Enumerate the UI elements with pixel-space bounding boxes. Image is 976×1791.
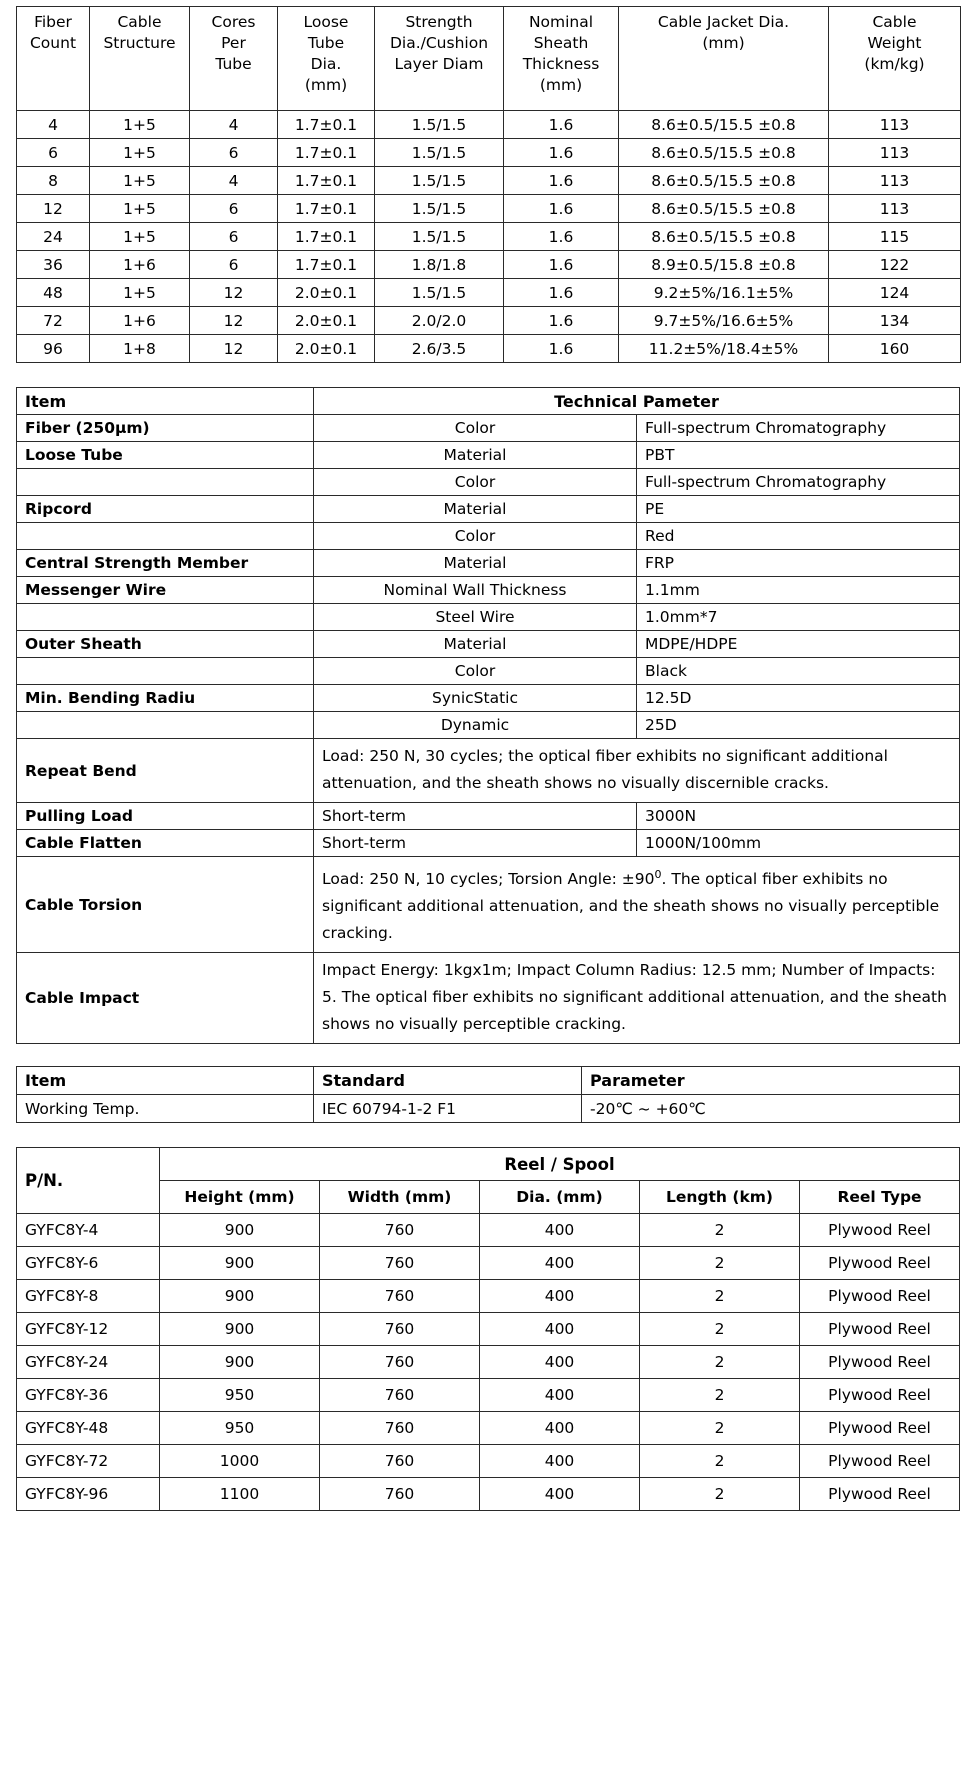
table-row-cable-flatten	[17, 830, 960, 857]
header-line: Nominal	[528, 13, 594, 31]
cell-strength-dia: 1.5/1.5	[375, 139, 504, 167]
table-row	[17, 111, 961, 139]
cell-repeat-bend-description: Load: 250 N, 30 cycles; the optical fiber exhibits no significant additional attenuation, and the sheath shows no visually discernible cracks.	[314, 739, 960, 803]
cell-property: Short-term	[314, 830, 637, 857]
cell-width: 760	[320, 1478, 480, 1511]
cell-property: Color	[314, 469, 637, 496]
col-header-item: Item	[17, 1067, 314, 1095]
cell-width: 760	[320, 1379, 480, 1412]
cell-cable-jacket-dia: 11.2±5%/18.4±5%	[619, 335, 829, 363]
cell-cable-structure: 1+6	[90, 307, 190, 335]
header-line: (mm)	[304, 76, 348, 94]
cell-pn: GYFC8Y-4	[17, 1214, 160, 1247]
cell-fiber-count: 36	[17, 251, 90, 279]
torsion-text-after: . The optical fiber exhibits no significant additional attenuation, and the sheath shows no visually perceptible cracking.	[322, 870, 940, 943]
table-header-row	[17, 7, 961, 111]
table-row	[17, 685, 960, 712]
cell-cores-per-tube: 6	[190, 251, 278, 279]
table-row	[17, 335, 961, 363]
cell-dia: 400	[480, 1214, 640, 1247]
cell-length: 2	[640, 1346, 800, 1379]
cell-length: 2	[640, 1412, 800, 1445]
cell-cores-per-tube: 6	[190, 195, 278, 223]
cell-cable-jacket-dia: 8.6±0.5/15.5 ±0.8	[619, 223, 829, 251]
header-line: Sheath	[533, 34, 589, 52]
cell-property: Color	[314, 415, 637, 442]
cell-cable-jacket-dia: 9.2±5%/16.1±5%	[619, 279, 829, 307]
table-row	[17, 1478, 960, 1511]
cell-value: 1.0mm*7	[637, 604, 960, 631]
cell-reel-type: Plywood Reel	[800, 1280, 960, 1313]
col-header-height: Height (mm)	[160, 1181, 320, 1214]
cell-dia: 400	[480, 1478, 640, 1511]
cell-property: Color	[314, 658, 637, 685]
col-header-pn: P/N.	[17, 1148, 160, 1214]
cell-item	[17, 523, 314, 550]
cell-value: 3000N	[637, 803, 960, 830]
cell-length: 2	[640, 1280, 800, 1313]
header-line: (mm)	[702, 34, 745, 52]
table-row	[17, 1313, 960, 1346]
table-row	[17, 167, 961, 195]
cell-cable-torsion-description	[314, 857, 960, 953]
table-row-cable-impact	[17, 953, 960, 1044]
cell-property: Material	[314, 496, 637, 523]
cell-nominal-sheath: 1.6	[504, 251, 619, 279]
cell-item: Outer Sheath	[17, 631, 314, 658]
cell-item: Messenger Wire	[17, 577, 314, 604]
cell-cores-per-tube: 12	[190, 307, 278, 335]
cell-cores-per-tube: 4	[190, 111, 278, 139]
header-line: Cable	[117, 13, 162, 31]
table-row-pulling-load	[17, 803, 960, 830]
cell-height: 900	[160, 1247, 320, 1280]
table-row	[17, 1214, 960, 1247]
header-line: Strength	[405, 13, 473, 31]
table-row	[17, 279, 961, 307]
cell-pn: GYFC8Y-48	[17, 1412, 160, 1445]
col-header-nominal-sheath	[504, 7, 619, 111]
cell-property: Color	[314, 523, 637, 550]
cell-fiber-count: 72	[17, 307, 90, 335]
standard-table	[16, 1066, 960, 1123]
cell-dia: 400	[480, 1313, 640, 1346]
cell-cable-weight: 122	[829, 251, 961, 279]
cell-fiber-count: 48	[17, 279, 90, 307]
cell-property: Dynamic	[314, 712, 637, 739]
col-header-reel-type: Reel Type	[800, 1181, 960, 1214]
standard-table-body	[17, 1067, 960, 1123]
cell-item-repeat-bend: Repeat Bend	[17, 739, 314, 803]
cell-property: Material	[314, 442, 637, 469]
cell-pn: GYFC8Y-12	[17, 1313, 160, 1346]
cell-pn: GYFC8Y-6	[17, 1247, 160, 1280]
torsion-text-before: Load: 250 N, 10 cycles; Torsion Angle: ±90	[322, 870, 655, 889]
header-line: (mm)	[539, 76, 583, 94]
header-line: Per	[221, 34, 246, 52]
cell-strength-dia: 2.6/3.5	[375, 335, 504, 363]
col-header-reel-spool: Reel / Spool	[160, 1148, 960, 1181]
cell-cable-jacket-dia: 8.6±0.5/15.5 ±0.8	[619, 195, 829, 223]
cell-nominal-sheath: 1.6	[504, 167, 619, 195]
technical-parameter-body	[17, 388, 960, 1044]
cell-cores-per-tube: 6	[190, 223, 278, 251]
cell-cable-weight: 115	[829, 223, 961, 251]
cell-reel-type: Plywood Reel	[800, 1214, 960, 1247]
cell-item: Central Strength Member	[17, 550, 314, 577]
cell-reel-type: Plywood Reel	[800, 1478, 960, 1511]
fiber-spec-table	[16, 6, 961, 363]
cell-height: 900	[160, 1313, 320, 1346]
cell-dia: 400	[480, 1346, 640, 1379]
table-row	[17, 631, 960, 658]
cell-dia: 400	[480, 1412, 640, 1445]
table-row-repeat-bend	[17, 739, 960, 803]
cell-width: 760	[320, 1445, 480, 1478]
cell-cable-structure: 1+5	[90, 279, 190, 307]
cell-property: Material	[314, 631, 637, 658]
table-header-row	[17, 388, 960, 415]
cell-value: 1000N/100mm	[637, 830, 960, 857]
cell-value: 12.5D	[637, 685, 960, 712]
cell-height: 1100	[160, 1478, 320, 1511]
cell-fiber-count: 8	[17, 167, 90, 195]
table-row	[17, 1280, 960, 1313]
fiber-spec-header	[17, 7, 961, 111]
table-row	[17, 550, 960, 577]
cell-strength-dia: 2.0/2.0	[375, 307, 504, 335]
cell-cable-structure: 1+8	[90, 335, 190, 363]
cell-value: Full-spectrum Chromatography	[637, 415, 960, 442]
cell-loose-tube-dia: 2.0±0.1	[278, 279, 375, 307]
header-line: Layer Diam	[394, 55, 484, 73]
cell-nominal-sheath: 1.6	[504, 195, 619, 223]
cell-reel-type: Plywood Reel	[800, 1412, 960, 1445]
cell-length: 2	[640, 1214, 800, 1247]
cell-cable-structure: 1+5	[90, 111, 190, 139]
cell-cable-structure: 1+6	[90, 251, 190, 279]
col-header-dia: Dia. (mm)	[480, 1181, 640, 1214]
table-row	[17, 223, 961, 251]
reel-spool-body	[17, 1148, 960, 1511]
table-row	[17, 442, 960, 469]
cell-parameter: -20℃ ~ +60℃	[582, 1095, 960, 1123]
cell-value: 25D	[637, 712, 960, 739]
cell-cable-jacket-dia: 8.6±0.5/15.5 ±0.8	[619, 139, 829, 167]
cell-length: 2	[640, 1379, 800, 1412]
header-line: Fiber	[34, 13, 72, 31]
table-row	[17, 712, 960, 739]
header-line: Weight	[867, 34, 922, 52]
cell-nominal-sheath: 1.6	[504, 111, 619, 139]
header-line: Cable Jacket Dia.	[657, 13, 790, 31]
cell-dia: 400	[480, 1280, 640, 1313]
header-line: Tube	[215, 55, 252, 73]
cell-item	[17, 658, 314, 685]
col-header-length: Length (km)	[640, 1181, 800, 1214]
cell-reel-type: Plywood Reel	[800, 1313, 960, 1346]
cell-value: Red	[637, 523, 960, 550]
cell-strength-dia: 1.5/1.5	[375, 279, 504, 307]
cell-loose-tube-dia: 2.0±0.1	[278, 307, 375, 335]
cell-nominal-sheath: 1.6	[504, 307, 619, 335]
cell-cable-structure: 1+5	[90, 139, 190, 167]
table-row	[17, 658, 960, 685]
cell-item	[17, 469, 314, 496]
cell-nominal-sheath: 1.6	[504, 223, 619, 251]
cell-item: Working Temp.	[17, 1095, 314, 1123]
cell-width: 760	[320, 1412, 480, 1445]
table-row	[17, 1095, 960, 1123]
header-line: Structure	[103, 34, 176, 52]
table-row	[17, 251, 961, 279]
cell-dia: 400	[480, 1247, 640, 1280]
cell-cable-weight: 124	[829, 279, 961, 307]
col-header-loose-tube-dia	[278, 7, 375, 111]
cell-fiber-count: 4	[17, 111, 90, 139]
table-row	[17, 1445, 960, 1478]
cell-loose-tube-dia: 1.7±0.1	[278, 167, 375, 195]
cell-cable-weight: 134	[829, 307, 961, 335]
cell-item-cable-impact: Cable Impact	[17, 953, 314, 1044]
cell-cores-per-tube: 12	[190, 335, 278, 363]
cell-reel-type: Plywood Reel	[800, 1346, 960, 1379]
cell-value: Black	[637, 658, 960, 685]
cell-loose-tube-dia: 1.7±0.1	[278, 223, 375, 251]
cell-pn: GYFC8Y-8	[17, 1280, 160, 1313]
cell-width: 760	[320, 1313, 480, 1346]
cell-width: 760	[320, 1247, 480, 1280]
cell-strength-dia: 1.5/1.5	[375, 111, 504, 139]
table-header-row	[17, 1148, 960, 1181]
cell-pn: GYFC8Y-24	[17, 1346, 160, 1379]
table-row	[17, 523, 960, 550]
cell-height: 1000	[160, 1445, 320, 1478]
cell-cable-weight: 160	[829, 335, 961, 363]
cell-height: 900	[160, 1280, 320, 1313]
cell-item	[17, 712, 314, 739]
cell-item-cable-torsion: Cable Torsion	[17, 857, 314, 953]
cell-value: PBT	[637, 442, 960, 469]
cell-cable-jacket-dia: 8.9±0.5/15.8 ±0.8	[619, 251, 829, 279]
cell-fiber-count: 24	[17, 223, 90, 251]
cell-fiber-count: 96	[17, 335, 90, 363]
col-header-item: Item	[17, 388, 314, 415]
cell-item	[17, 604, 314, 631]
cell-property: Short-term	[314, 803, 637, 830]
cell-cable-weight: 113	[829, 167, 961, 195]
cell-loose-tube-dia: 2.0±0.1	[278, 335, 375, 363]
cell-nominal-sheath: 1.6	[504, 279, 619, 307]
header-line: Dia.	[310, 55, 342, 73]
cell-length: 2	[640, 1313, 800, 1346]
reel-spool-table	[16, 1147, 960, 1511]
cell-item: Min. Bending Radiu	[17, 685, 314, 712]
header-line: Cable	[872, 13, 917, 31]
cell-pn: GYFC8Y-72	[17, 1445, 160, 1478]
cell-cores-per-tube: 4	[190, 167, 278, 195]
table-row	[17, 604, 960, 631]
cell-strength-dia: 1.5/1.5	[375, 195, 504, 223]
table-row-cable-torsion	[17, 857, 960, 953]
header-line: Cores	[211, 13, 256, 31]
col-header-fiber-count	[17, 7, 90, 111]
fiber-spec-body	[17, 111, 961, 363]
header-line: Tube	[307, 34, 345, 52]
header-line: Dia./Cushion	[389, 34, 489, 52]
header-line: (km/kg)	[864, 55, 925, 73]
cell-dia: 400	[480, 1445, 640, 1478]
table-row	[17, 1412, 960, 1445]
cell-length: 2	[640, 1247, 800, 1280]
header-line: Count	[29, 34, 77, 52]
cell-strength-dia: 1.5/1.5	[375, 167, 504, 195]
table-row	[17, 496, 960, 523]
cell-reel-type: Plywood Reel	[800, 1379, 960, 1412]
cell-item: Fiber (250µm)	[17, 415, 314, 442]
table-row	[17, 1346, 960, 1379]
header-line: Thickness	[522, 55, 600, 73]
col-header-strength-dia	[375, 7, 504, 111]
cell-cable-impact-description: Impact Energy: 1kgx1m; Impact Column Radius: 12.5 mm; Number of Impacts: 5. The optical fiber exhibits no significant additional attenuation, and the sheath shows no visually perceptible cracking.	[314, 953, 960, 1044]
cell-value: 1.1mm	[637, 577, 960, 604]
col-header-cable-weight	[829, 7, 961, 111]
cell-cable-structure: 1+5	[90, 167, 190, 195]
cell-loose-tube-dia: 1.7±0.1	[278, 251, 375, 279]
cell-fiber-count: 6	[17, 139, 90, 167]
cell-item: Ripcord	[17, 496, 314, 523]
table-row	[17, 577, 960, 604]
cell-reel-type: Plywood Reel	[800, 1445, 960, 1478]
cell-cable-jacket-dia: 8.6±0.5/15.5 ±0.8	[619, 111, 829, 139]
cell-value: Full-spectrum Chromatography	[637, 469, 960, 496]
cell-strength-dia: 1.5/1.5	[375, 223, 504, 251]
cell-cable-weight: 113	[829, 195, 961, 223]
cell-cable-structure: 1+5	[90, 195, 190, 223]
cell-property: Material	[314, 550, 637, 577]
table-row	[17, 139, 961, 167]
cell-item: Loose Tube	[17, 442, 314, 469]
col-header-cores-per-tube	[190, 7, 278, 111]
cell-value: FRP	[637, 550, 960, 577]
col-header-technical-parameter: Technical Pameter	[314, 388, 960, 415]
cell-loose-tube-dia: 1.7±0.1	[278, 111, 375, 139]
cell-pn: GYFC8Y-36	[17, 1379, 160, 1412]
table-row	[17, 1379, 960, 1412]
header-line: Loose	[303, 13, 349, 31]
technical-parameter-table	[16, 387, 960, 1044]
col-header-parameter: Parameter	[582, 1067, 960, 1095]
cell-height: 900	[160, 1346, 320, 1379]
cell-nominal-sheath: 1.6	[504, 139, 619, 167]
cell-reel-type: Plywood Reel	[800, 1247, 960, 1280]
cell-width: 760	[320, 1214, 480, 1247]
cell-cores-per-tube: 6	[190, 139, 278, 167]
cell-loose-tube-dia: 1.7±0.1	[278, 139, 375, 167]
cell-cores-per-tube: 12	[190, 279, 278, 307]
cell-length: 2	[640, 1478, 800, 1511]
cell-item-pulling-load: Pulling Load	[17, 803, 314, 830]
cell-nominal-sheath: 1.6	[504, 335, 619, 363]
cell-cable-jacket-dia: 9.7±5%/16.6±5%	[619, 307, 829, 335]
cell-dia: 400	[480, 1379, 640, 1412]
cell-fiber-count: 12	[17, 195, 90, 223]
cell-cable-weight: 113	[829, 139, 961, 167]
cell-cable-weight: 113	[829, 111, 961, 139]
cell-width: 760	[320, 1280, 480, 1313]
cell-item-cable-flatten: Cable Flatten	[17, 830, 314, 857]
cell-property: Nominal Wall Thickness	[314, 577, 637, 604]
cell-strength-dia: 1.8/1.8	[375, 251, 504, 279]
cell-length: 2	[640, 1445, 800, 1478]
cell-width: 760	[320, 1346, 480, 1379]
table-header-row	[17, 1067, 960, 1095]
cell-property: Steel Wire	[314, 604, 637, 631]
table-row	[17, 1247, 960, 1280]
col-header-cable-structure	[90, 7, 190, 111]
cell-property: SynicStatic	[314, 685, 637, 712]
col-header-standard: Standard	[314, 1067, 582, 1095]
table-row	[17, 307, 961, 335]
table-row	[17, 415, 960, 442]
table-row	[17, 195, 961, 223]
cell-standard: IEC 60794-1-2 F1	[314, 1095, 582, 1123]
cell-height: 900	[160, 1214, 320, 1247]
cell-height: 950	[160, 1412, 320, 1445]
cell-cable-jacket-dia: 8.6±0.5/15.5 ±0.8	[619, 167, 829, 195]
table-row	[17, 469, 960, 496]
col-header-cable-jacket-dia	[619, 7, 829, 111]
col-header-width: Width (mm)	[320, 1181, 480, 1214]
cell-loose-tube-dia: 1.7±0.1	[278, 195, 375, 223]
cell-value: PE	[637, 496, 960, 523]
cell-height: 950	[160, 1379, 320, 1412]
cell-value: MDPE/HDPE	[637, 631, 960, 658]
cell-cable-structure: 1+5	[90, 223, 190, 251]
degree-superscript: 0	[654, 868, 662, 881]
cell-pn: GYFC8Y-96	[17, 1478, 160, 1511]
